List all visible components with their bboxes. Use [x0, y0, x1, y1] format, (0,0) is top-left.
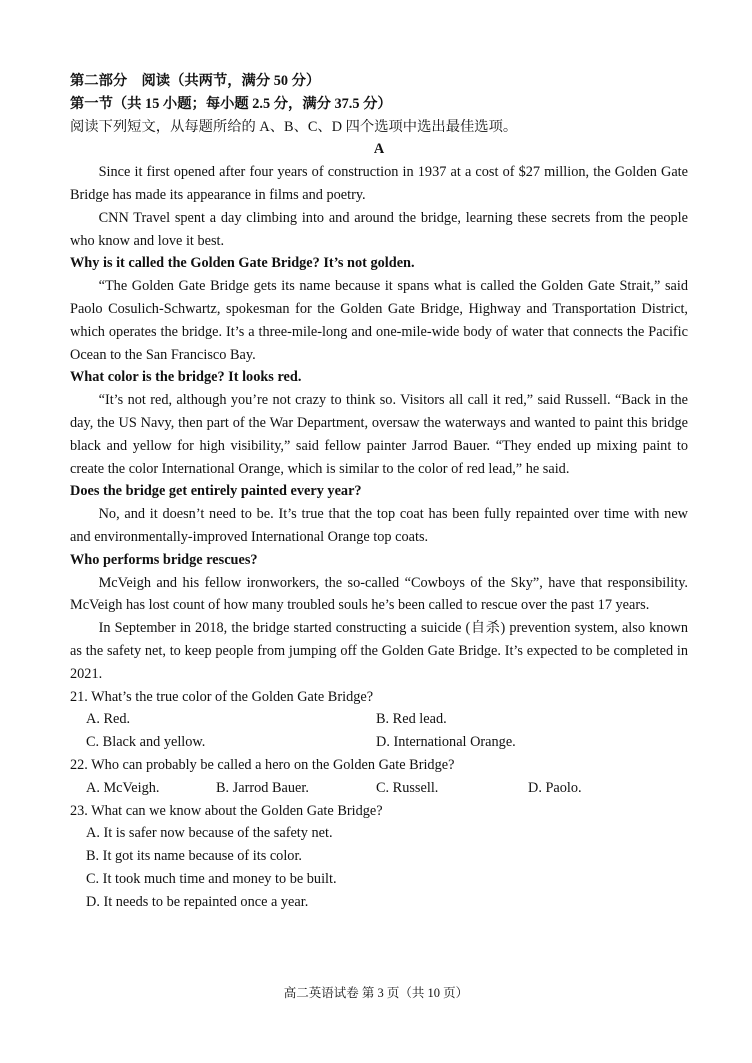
- section-title: 第一节（共 15 小题；每小题 2.5 分，满分 37.5 分）: [70, 95, 392, 112]
- option-a: A. McVeigh.: [86, 779, 160, 796]
- question-stem: 21. What’s the true color of the Golden Gate Bridge?: [70, 688, 374, 705]
- paragraph: CNN Travel spent a day climbing into and around the bridge, learning these secrets from the people who know and love it best.: [70, 209, 688, 249]
- option-group: [70, 822, 688, 913]
- page-content: [70, 70, 688, 913]
- option-a: A. It is safer now because of the safety net.: [86, 825, 333, 842]
- question-23: [70, 800, 688, 914]
- question-stem: 23. What can we know about the Golden Gate Bridge?: [70, 802, 383, 819]
- paragraph: In September in 2018, the bridge started constructing a suicide (自杀) prevention system, also known as the safety net, to keep people from jumping off the Golden Gate Bridge. It’s expected to be completed in 2021.: [70, 620, 688, 682]
- option-c: C. Russell.: [376, 779, 439, 796]
- part-title: 第二部分 阅读（共两节，满分 50 分）: [70, 73, 321, 89]
- section-heading: Why is it called the Golden Gate Bridge? It’s not golden.: [70, 255, 415, 272]
- passage-label: A: [373, 141, 385, 158]
- question-stem: 22. Who can probably be called a hero on the Golden Gate Bridge?: [70, 756, 455, 773]
- option-d: D. Paolo.: [528, 779, 582, 796]
- option-d: D. It needs to be repainted once a year.: [86, 893, 309, 910]
- section-heading: What color is the bridge? It looks red.: [70, 369, 302, 386]
- paragraph: McVeigh and his fellow ironworkers, the so-called “Cowboys of the Sky”, have that responsibility. McVeigh has lost count of how many troubled souls he’s been called to rescue over the past 17 years.: [70, 574, 688, 614]
- section-heading: Who performs bridge rescues?: [70, 551, 258, 568]
- option-d: D. International Orange.: [376, 734, 516, 751]
- instruction-text: 阅读下列短文，从每题所给的 A、B、C、D 四个选项中选出最佳选项。: [70, 118, 518, 135]
- paragraph: “The Golden Gate Bridge gets its name because it spans what is called the Golden Gate Strait,” said Paolo Cosulich-Schwartz, spokesman for the Golden Gate Bridge, Highway and Transportation District, which operates the bridge. It’s a three-mile-long and one-mile-wide body of water that connects the Pacific Ocean to the San Francisco Bay.: [70, 278, 688, 363]
- option-a: A. Red.: [86, 711, 131, 728]
- page-footer: 高二英语试卷 第 3 页（共 10 页）: [283, 986, 469, 1000]
- question-22: [70, 754, 688, 800]
- paragraph: “It’s not red, although you’re not crazy to think so. Visitors all call it red,” said Russell. “Back in the day, the US Navy, then part of the War Department, oversaw the waterways and wanted to paint this bridge black and yellow for high visibility,” said fellow painter Jarrod Bauer. “They ended up mixing paint to create the color International Orange, which is similar to the color of red lead,” he said.: [70, 392, 688, 477]
- option-c: C. It took much time and money to be built.: [86, 870, 337, 887]
- question-21: [70, 686, 688, 754]
- section-heading: Does the bridge get entirely painted every year?: [70, 483, 362, 500]
- option-b: B. It got its name because of its color.: [86, 848, 302, 865]
- option-group: [70, 708, 688, 754]
- paragraph: Since it first opened after four years of construction in 1937 at a cost of $27 million, the Golden Gate Bridge has made its appearance in films and poetry.: [70, 164, 688, 203]
- option-b: B. Red lead.: [376, 711, 447, 728]
- option-group: [70, 777, 688, 800]
- option-c: C. Black and yellow.: [86, 734, 206, 751]
- option-b: B. Jarrod Bauer.: [216, 779, 309, 796]
- paragraph: No, and it doesn’t need to be. It’s true that the top coat has been fully repainted over time with new and environmentally-improved International Orange top coats.: [70, 506, 688, 545]
